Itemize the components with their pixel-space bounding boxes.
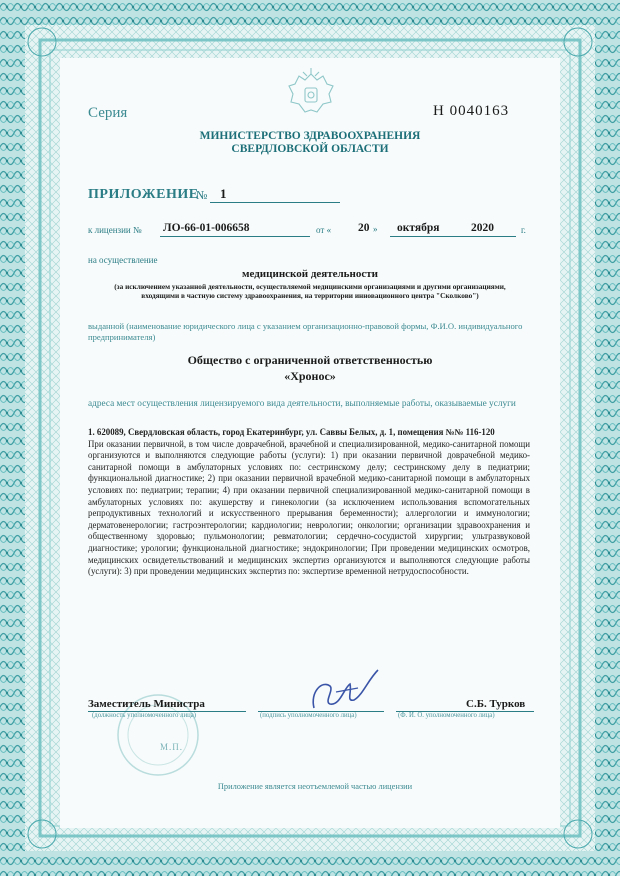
license-year-suffix: г.	[521, 225, 526, 235]
license-number-line	[160, 236, 310, 237]
coat-of-arms-emblem	[283, 66, 339, 122]
appendix-number: 1	[220, 186, 227, 201]
license-label: к лицензии №	[88, 225, 142, 235]
signature-caption: (подпись уполномоченного лица)	[260, 712, 357, 719]
company-name-line1: Общество с ограниченной ответственностью	[187, 353, 433, 367]
signatory-name: С.Б. Турков	[466, 698, 526, 710]
appendix-label: ПРИЛОЖЕНИЕ	[88, 187, 199, 202]
ministry-name: МИНИСТЕРСТВО ЗДРАВООХРАНЕНИЯ СВЕРДЛОВСКОЙ ОБЛАСТИ	[199, 130, 421, 155]
services-text: При оказании первичной, в том числе доврачебной, врачебной и специализированной, медико-санитарной помощи организуются и выполняются следующие работы (услуги): 1) при оказании первичной доврачебной медико-санитарной помощи в амбулаторных условиях по: сестринскому делу; сестринскому делу в педиатрии; функциональной диагностике; 2) при оказании первичной врачебной медико-санитарной помощи в амбулаторных условиях по: педиатрии; терапии; 4) при оказании первичной специализированной медико-санитарной помощи в амбулаторных условиях по: акушерству и гинекологии (за исключением использования вспомогательных репродуктивных технологий и искусственного прерывания беременности); аллергологии и иммунологии; дерматовенерологии; гастроэнтерологии; кардиологии; неврологии; онкологии; организации здравоохранения и общественному здоровью; пульмонологии; ревматологии; сердечно-сосудистой хирургии; ультразвуковой диагностике; урологии; функциональной диагностике; эндокринологии; При проведении медицинских осмотров, медицинских освидетельствований и медицинских экспертиз организуются и выполняются следующие работы (услуги): 3) при проведении медицинских экспертиз по: экспертизе временной нетрудоспособности.	[88, 438, 530, 577]
license-number: ЛО-66-01-006658	[163, 222, 250, 234]
series-number: Н 0040163	[433, 103, 510, 119]
appendix-number-sign: №	[196, 188, 208, 202]
address-line: 1. 620089, Свердловская область, город Екатеринбург, ул. Саввы Белых, д. 1, помещения №№ 116-120	[88, 427, 495, 437]
footer-note: Приложение является неотъемлемой частью лицензии	[217, 782, 413, 791]
license-day: 20	[358, 222, 370, 234]
activity-note: (за исключением указанной деятельности, осуществляемой медицинскими организациями и другими организациями, входящими в частную систему здравоохранения, на территории инновационного центра "Сколково")	[114, 282, 506, 300]
license-quote-close: »	[373, 224, 378, 234]
services-block	[88, 427, 530, 578]
signatory-title-caption: (должность уполномоченного лица)	[92, 712, 197, 719]
company-name	[150, 352, 470, 384]
signatory-title: Заместитель Министра	[88, 698, 205, 710]
issued-to-label: выданной (наименование юридического лица с указанием организационно-правовой формы, Ф.И.О. индивидуального предпринимателя)	[88, 321, 523, 342]
appendix-number-line	[210, 202, 340, 203]
license-date-line	[390, 236, 516, 237]
activity-title: медицинской деятельности	[242, 268, 378, 280]
license-month: октября	[397, 222, 440, 234]
signatory-name-caption: (Ф. И. О. уполномоченного лица)	[398, 712, 495, 719]
series-label: Серия	[88, 105, 128, 121]
address-label: адреса мест осуществления лицензируемого вида деятельности, выполняемые работы, оказываемые услуги	[88, 399, 516, 409]
mp-label: М.П.	[160, 742, 184, 752]
implementation-label: на осуществление	[88, 255, 158, 265]
license-year: 2020	[471, 222, 494, 234]
company-name-line2: «Хронос»	[284, 369, 336, 383]
license-from-label: от «	[316, 225, 332, 235]
